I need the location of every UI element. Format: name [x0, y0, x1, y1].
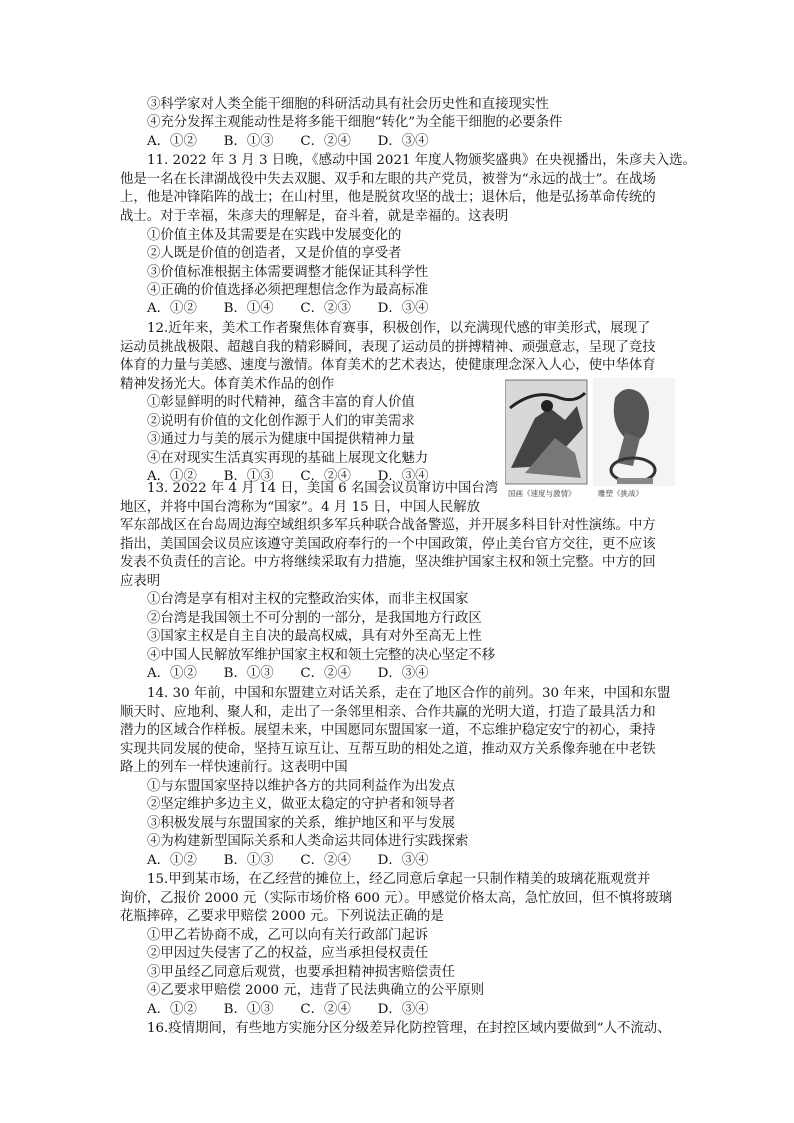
option-line: ③积极发展与东盟国家的关系，维护地区和平与发展 — [147, 816, 455, 831]
figure-caption-right: 雕塑《挑战》 — [598, 489, 643, 498]
question-15-text: 询价，乙报价 2000 元（实际市场价格 600 元）。甲感觉价格太高，急忙放回，但不慎将玻璃 — [120, 891, 673, 906]
option-line: ④为构建新型国际关系和人类命运共同体进行实践探索 — [147, 834, 469, 849]
artwork-images — [505, 378, 675, 488]
question-13-text: 应表明 — [120, 574, 161, 589]
artwork-figure — [505, 378, 675, 500]
option-line: ④中国人民解放军维护国家主权和领土完整的决心坚定不移 — [147, 648, 496, 663]
answer-choices: A．①② B．①③ C．②④ D．③④ — [147, 1002, 429, 1017]
answer-choices: A．①② B．①③ C．②④ D．③④ — [147, 666, 429, 681]
question-11-text: 上，他是冲锋陷阵的战士；在山村里，他是脱贫攻坚的战士；退休后，他是弘扬革命传统的 — [120, 190, 656, 205]
question-12-text: 体育的力量与美感、速度与激情。体育美术的艺术表达，使健康理念深入人心，使中华体育 — [120, 358, 656, 373]
question-14-text: 路上的列车一样快速前行。这表明中国 — [120, 760, 348, 775]
option-line: ④乙要求甲赔偿 2000 元，违背了民法典确立的公平原则 — [147, 983, 485, 998]
question-15-text: 15.甲到某市场，在乙经营的摊位上，经乙同意后拿起一只制作精美的玻璃花瓶观赏并 — [147, 872, 651, 887]
option-line: ③甲虽经乙同意后观赏，也要承担精神损害赔偿责任 — [147, 965, 455, 980]
question-13-text: 13. 2022 年 4 月 14 日，美国 6 名国会议员窜访中国台湾 — [147, 481, 499, 496]
option-line: ①与东盟国家坚持以维护各方的共同利益作为出发点 — [147, 779, 455, 794]
answer-choices: A．①② B．①③ C．②④ D．③④ — [147, 134, 429, 149]
question-11-text: 他是一名在长津湖战役中失去双腿、双手和左眼的共产党员，被誉为“永远的战士”。在战场 — [120, 172, 656, 187]
answer-choices: A．①② B．①④ C．②③ D．③④ — [147, 301, 429, 316]
question-11-text: 11. 2022 年 3 月 3 日晚，《感动中国 2021 年度人物颁奖盛典》在央视播出，朱彦夫入选。 — [147, 153, 696, 168]
question-16-text: 16.疫情期间，有些地方实施分区分级差异化防控管理，在封控区域内要做到“人不流动、 — [147, 1021, 671, 1036]
option-line: ①彰显鲜明的时代精神，蕴含丰富的育人价值 — [147, 395, 415, 410]
question-15-text: 花瓶摔碎，乙要求甲赔偿 2000 元。下列说法正确的是 — [120, 909, 444, 924]
option-line: ②甲因过失侵害了乙的权益，应当承担侵权责任 — [147, 946, 429, 961]
option-line: ③通过力与美的展示为健康中国提供精神力量 — [147, 432, 415, 447]
option-line: ②台湾是我国领土不可分割的一部分，是我国地方行政区 — [147, 611, 482, 626]
option-line: ④正确的价值选择必须把理想信念作为最高标准 — [147, 283, 429, 298]
option-line: ③价值标准根据主体需要调整才能保证其科学性 — [147, 265, 429, 280]
option-line: ④充分发挥主观能动性是将多能干细胞“转化”为全能干细胞的必要条件 — [147, 115, 563, 130]
question-14-text: 潜力的区域合作样板。展望未来，中国愿同东盟国家一道，不忘维护稳定安宁的初心，秉持 — [120, 723, 656, 738]
question-11-text: 战士。对于幸福，朱彦夫的理解是，奋斗着，就是幸福的。这表明 — [120, 209, 509, 224]
figure-caption-left: 国画《速度与激情》 — [508, 489, 576, 498]
option-line: ①台湾是享有相对主权的完整政治实体，而非主权国家 — [147, 592, 469, 607]
option-line: ③国家主权是自主自决的最高权威，具有对外至高无上性 — [147, 629, 482, 644]
option-line: ②坚定维护多边主义，做亚太稳定的守护者和领导者 — [147, 797, 455, 812]
question-14-text: 顺天时、应地利、聚人和，走出了一条邻里相亲、合作共赢的光明大道，打造了最具活力和 — [120, 705, 656, 720]
option-line: ②人既是价值的创造者，又是价值的享受者 — [147, 246, 402, 261]
question-13-text: 指出，美国国会议员应该遵守美国政府奉行的一个中国政策，停止美台官方交往，更不应该 — [120, 537, 656, 552]
question-13-text: 军东部战区在台岛周边海空域组织多军兵种联合战备警巡，并开展多科目针对性演练。中方 — [120, 518, 656, 533]
option-line: ④在对现实生活真实再现的基础上展现文化魅力 — [147, 451, 429, 466]
option-line: ①甲乙若协商不成，乙可以向有关行政部门起诉 — [147, 928, 429, 943]
question-12-text: 精神发扬光大。体育美术作品的创作 — [120, 377, 335, 392]
question-12-text: 12.近年来，美术工作者聚焦体育赛事，积极创作，以充满现代感的审美形式，展现了 — [147, 321, 651, 336]
question-14-text: 实现共同发展的使命，坚持互谅互让、互帮互助的相处之道，推动双方关系像奔驰在中老铁 — [120, 742, 656, 757]
answer-choices: A．①② B．①③ C．②④ D．③④ — [147, 469, 429, 484]
option-line: ②说明有价值的文化创作源于人们的审美需求 — [147, 414, 415, 429]
answer-choices: A．①② B．①③ C．②④ D．③④ — [147, 853, 429, 868]
question-13-text: 地区，并将中国台湾称为“国家”。4 月 15 日，中国人民解放 — [120, 500, 481, 515]
question-13-text: 发表不负责任的言论。中方将继续采取有力措施，坚决维护国家主权和领土完整。中方的回 — [120, 555, 656, 570]
option-line: ③科学家对人类全能干细胞的科研活动具有社会历史性和直接现实性 — [147, 97, 549, 112]
question-14-text: 14. 30 年前，中国和东盟建立对话关系，走在了地区合作的前列。30 年来，中国和东盟 — [147, 686, 671, 701]
question-12-text: 运动员挑战极限、超越自我的精彩瞬间，表现了运动员的拼搏精神、顽强意志，呈现了竞技 — [120, 340, 656, 355]
option-line: ①价值主体及其需要是在实践中发展变化的 — [147, 228, 402, 243]
